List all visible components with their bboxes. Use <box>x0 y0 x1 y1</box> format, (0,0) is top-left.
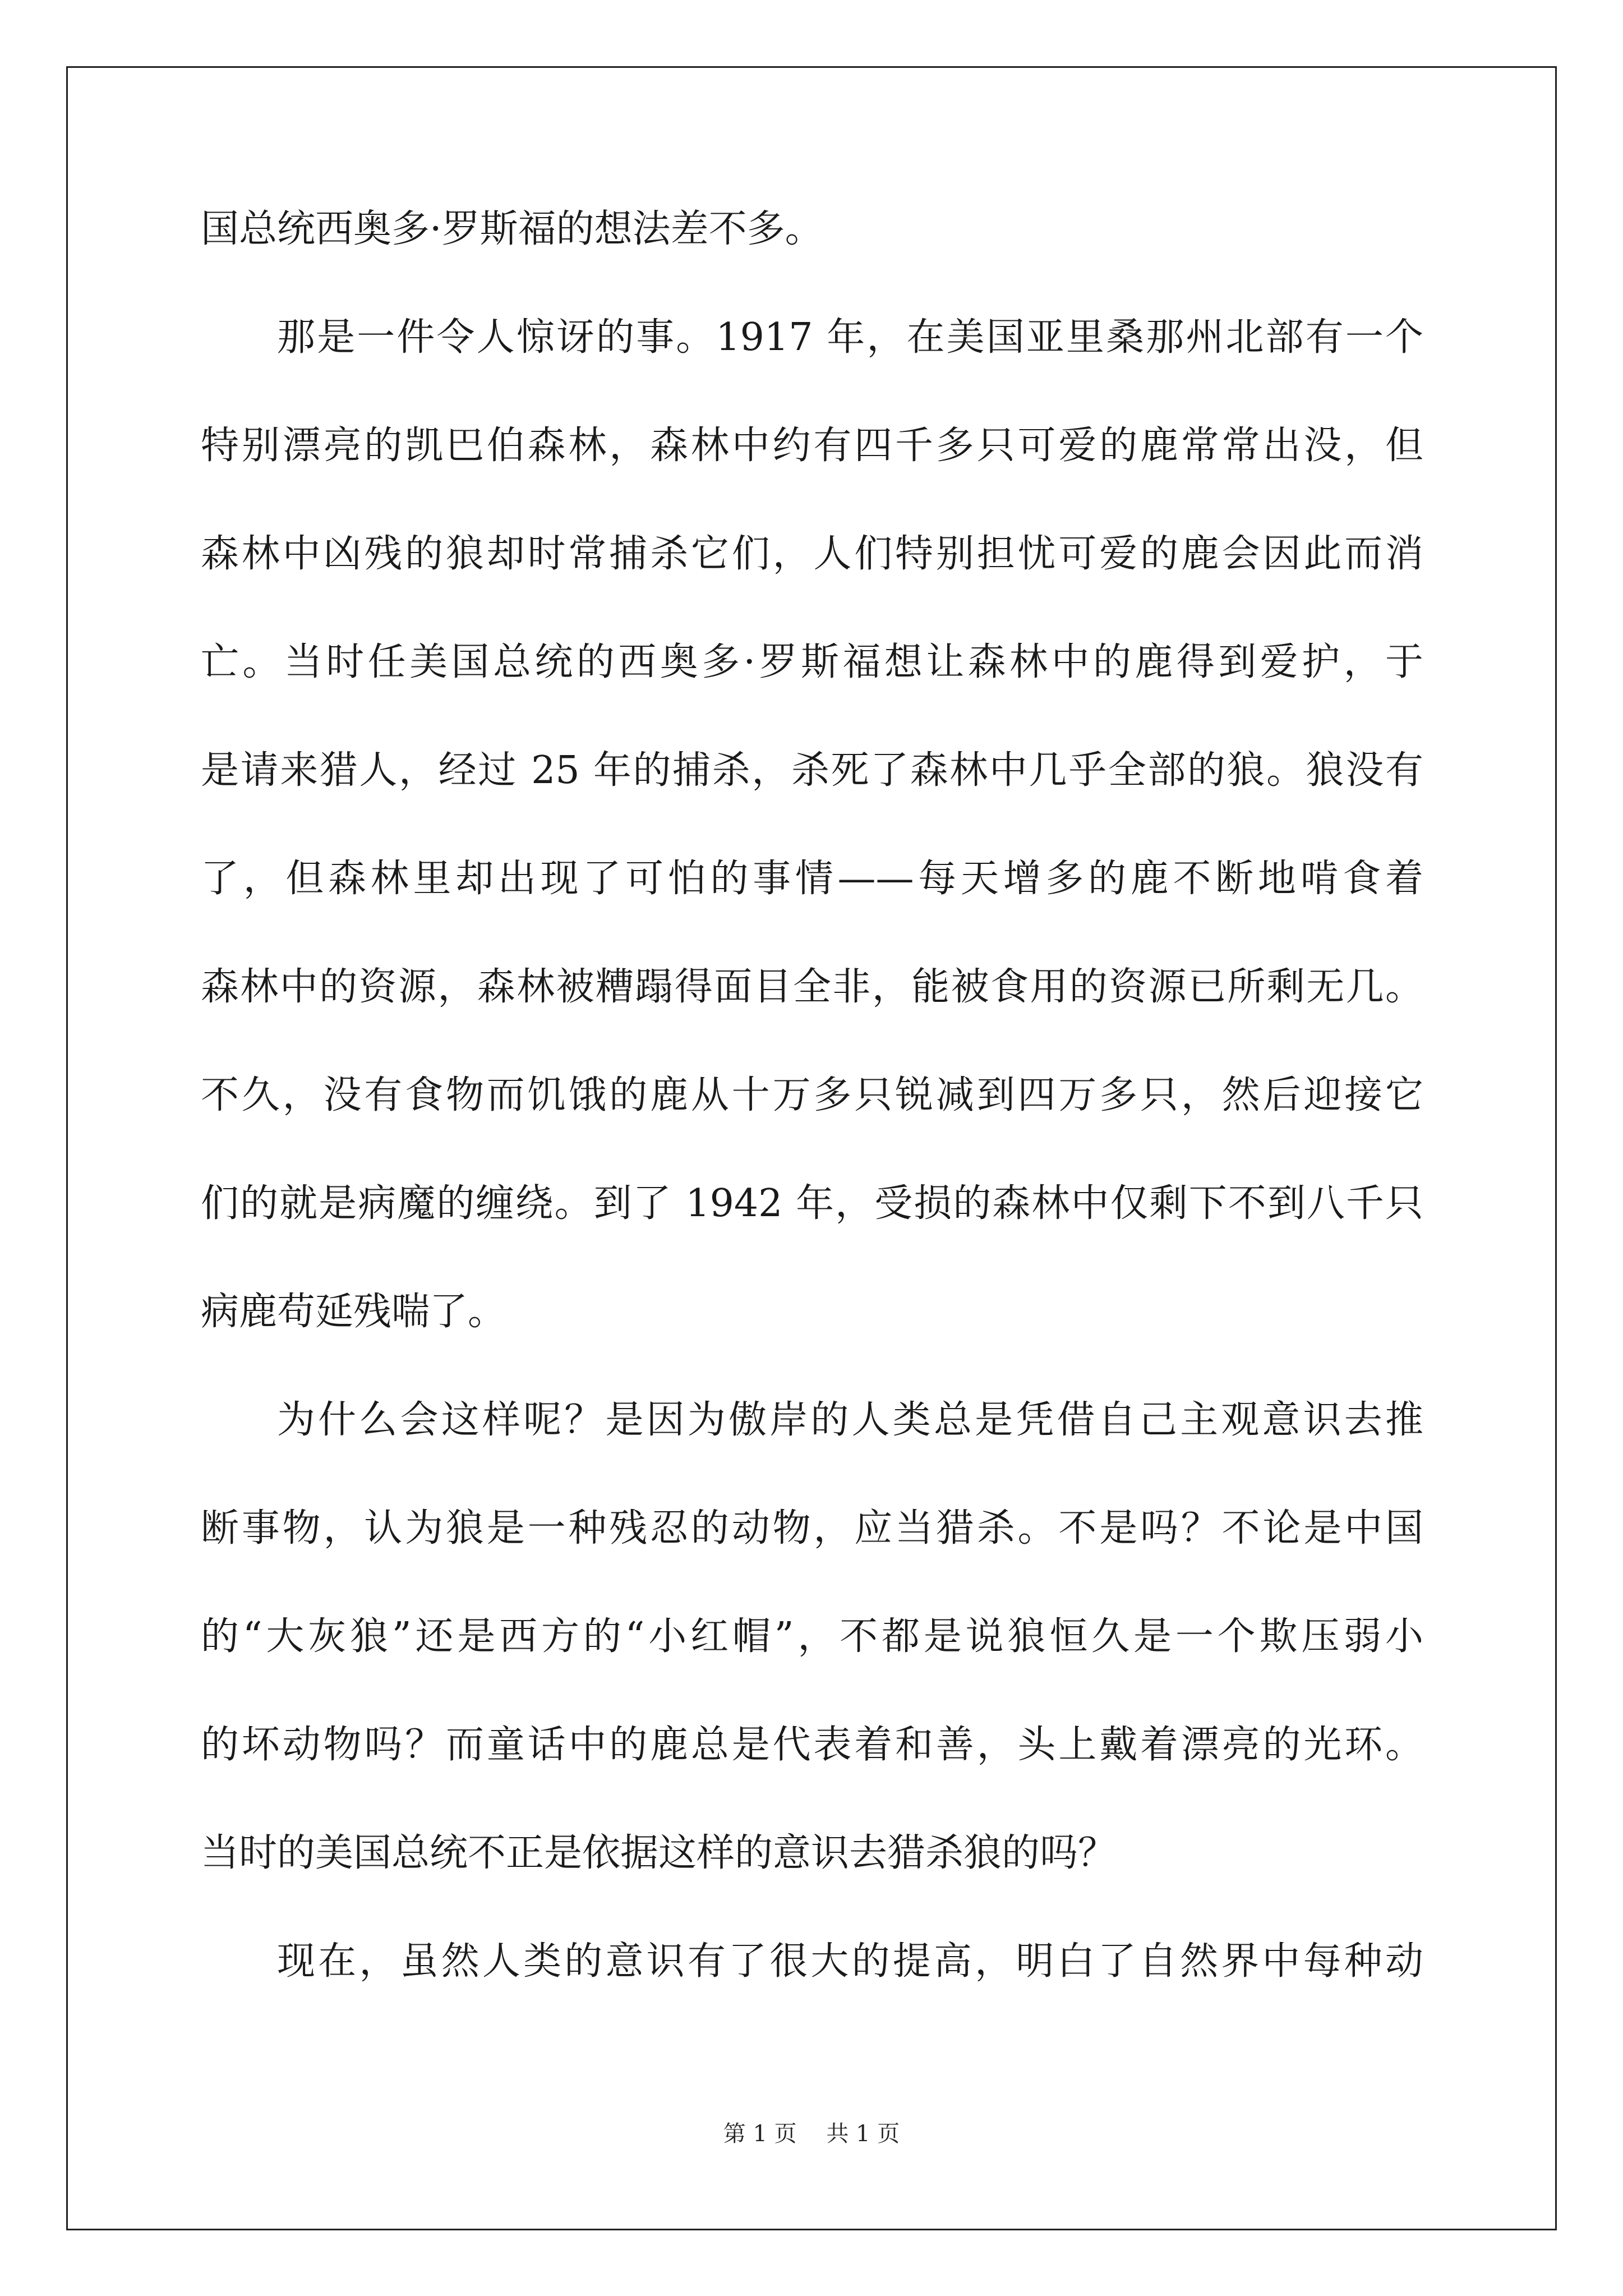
text-line: 森林中凶残的狼却时常捕杀它们，人们特别担忧可爱的鹿会因此而消 <box>201 532 1423 576</box>
text-line: 不久，没有食物而饥饿的鹿从十万多只锐减到四万多只，然后迎接它 <box>201 1073 1423 1117</box>
paragraph-start-line: 现在，虽然人类的意识有了很大的提高，明白了自然界中每种动 <box>277 1939 1423 1984</box>
text-line: 的坏动物吗？而童话中的鹿总是代表着和善，头上戴着漂亮的光环。 <box>201 1723 1423 1767</box>
paragraph-start-line: 那是一件令人惊讶的事。1917 年，在美国亚里桑那州北部有一个 <box>277 315 1423 360</box>
text-line: 特别漂亮的凯巴伯森林，森林中约有四千多只可爱的鹿常常出没，但 <box>201 424 1423 468</box>
text-line: 们的就是病魔的缠绕。到了 1942 年，受损的森林中仅剩下不到八千只 <box>201 1181 1423 1226</box>
text-line: 断事物，认为狼是一种残忍的动物，应当猎杀。不是吗？不论是中国 <box>201 1506 1423 1550</box>
text-line: 国总统西奥多·罗斯福的想法差不多。 <box>201 207 823 251</box>
text-line: 当时的美国总统不正是依据这样的意识去猎杀狼的吗？ <box>201 1831 1117 1875</box>
page-number-footer: 第 1 页 共 1 页 <box>723 2121 900 2147</box>
paragraph-start-line: 为什么会这样呢？是因为傲岸的人类总是凭借自己主观意识去推 <box>277 1398 1423 1442</box>
text-line: 了，但森林里却出现了可怕的事情——每天增多的鹿不断地啃食着 <box>201 857 1423 901</box>
document-body <box>201 207 1423 2051</box>
text-line: 亡。当时任美国总统的西奥多·罗斯福想让森林中的鹿得到爱护，于 <box>201 640 1423 684</box>
text-line: 的“大灰狼”还是西方的“小红帽”，不都是说狼恒久是一个欺压弱小 <box>201 1614 1423 1659</box>
text-line: 是请来猎人，经过 25 年的捕杀，杀死了森林中几乎全部的狼。狼没有 <box>201 748 1423 793</box>
text-line: 森林中的资源，森林被糟蹋得面目全非，能被食用的资源已所剩无几。 <box>201 965 1423 1009</box>
text-line: 病鹿苟延残喘了。 <box>201 1290 506 1334</box>
